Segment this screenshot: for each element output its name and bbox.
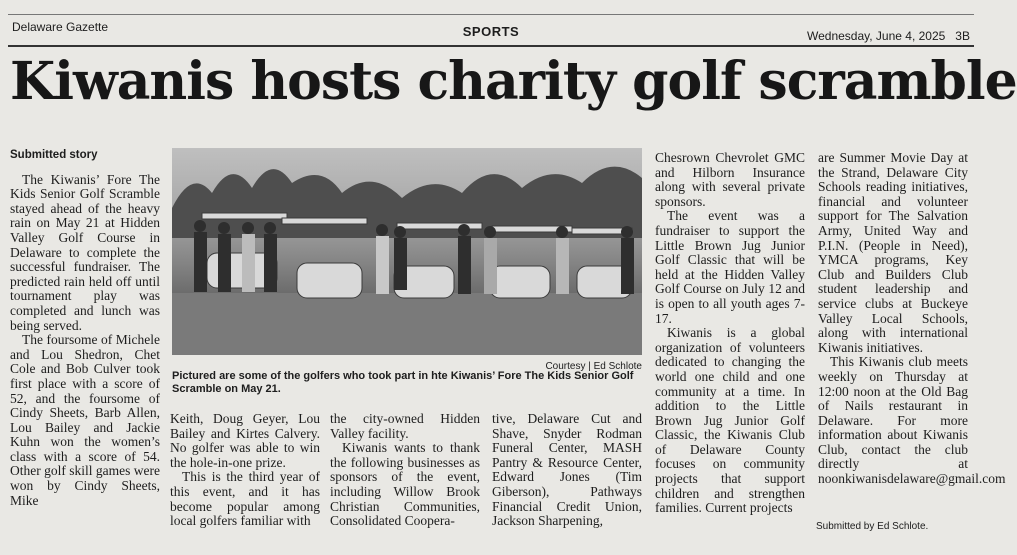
headline: Kiwanis hosts charity golf scramble: [10, 51, 1017, 112]
paragraph: This is the third year of this event, and it has become popular among local golfers familiar with: [170, 469, 320, 529]
photo-credit: Courtesy | Ed Schlote: [545, 361, 642, 372]
paragraph: the city-owned Hidden Valley facility.: [330, 411, 480, 441]
photo-caption: Pictured are some of the golfers who took part in hte Kiwanis’ Fore The Kids Senior Golf Scramble on May 21.: [172, 370, 634, 395]
paragraph: Kiwanis is a global organization of volunteers dedicated to changing the world one child and one community at a time. In addition to the Little Brown Jug Junior Golf Classic, the Kiwanis Club of Delaware County focuses on community projects that support children and strengthen families. Current projects: [655, 325, 805, 516]
paragraph: The event was a fundraiser to support the Little Brown Jug Junior Golf Classic that will be held at the Hidden Valley Golf Course on July 12 and is open to all youth ages 7-17.: [655, 208, 805, 326]
paragraph: tive, Delaware Cut and Shave, Snyder Rodman Funeral Center, MASH Pantry & Resource Center, Edward Jones (Tim Giberson), Pathways Financial Credit Union, Jackson Sharpening,: [492, 411, 642, 529]
paragraph: Chesrown Chevrolet GMC and Hilborn Insurance along with several private sponsors.: [655, 150, 805, 209]
masthead-rule: [8, 45, 974, 47]
paragraph: Kiwanis wants to thank the following businesses as sponsors of the event, including Willow Brook Christian Communities, Consolidated Coopera-: [330, 440, 480, 529]
column-1: [10, 148, 160, 508]
paragraph: are Summer Movie Day at the Strand, Delaware City Schools reading initiatives, financial and volunteer support for The Salvation Army, United Way and P.I.N. (People in Need), YMCA programs, Key Club and Builders Club student leadership and service clubs at Buckeye Valley Local Schools, along with international Kiwanis initiatives.: [818, 150, 968, 355]
column-4: [492, 412, 642, 529]
masthead: [8, 14, 974, 44]
golfers-photo: [172, 148, 642, 355]
byline: Submitted story: [10, 149, 98, 161]
paragraph: The foursome of Michele and Lou Shedron, Chet Cole and Bob Culver took first place with a score of 52, and the foursome of Cindy Sheets, Barb Allen, Lou Bailey and Jackie Kuhn won the women’s class with a score of 54. Other golf skill games were won by Cindy Sheets, Mike: [10, 332, 160, 508]
paragraph: The Kiwanis’ Fore The Kids Senior Golf Scramble stayed ahead of the heavy rain on May 21 at Hidden Valley Golf Course in Delaware to complete the successful fundraiser. The predicted rain held off until tournament play was completed and lunch was being served.: [10, 171, 160, 333]
column-3: [330, 412, 480, 529]
publication-name: Delaware Gazette: [12, 20, 109, 34]
column-6: [818, 150, 1006, 487]
submitted-by: Submitted by Ed Schlote.: [816, 521, 929, 532]
column-5: [655, 151, 805, 516]
section-label: SPORTS: [462, 24, 520, 39]
date-page: Wednesday, June 4, 2025 3B: [806, 29, 970, 43]
column-2: [170, 412, 320, 529]
paragraph: Keith, Doug Geyer, Lou Bailey and Kirtes Calvery. No golfer was able to win the hole-in-one prize.: [170, 411, 320, 470]
paragraph: This Kiwanis club meets weekly on Thursday at 12:00 noon at the Old Bag of Nails restaurant in Delaware. For more information about Kiwanis Club, contact the club directly at noonkiwanisdelaware@gmail.com: [818, 354, 1006, 487]
